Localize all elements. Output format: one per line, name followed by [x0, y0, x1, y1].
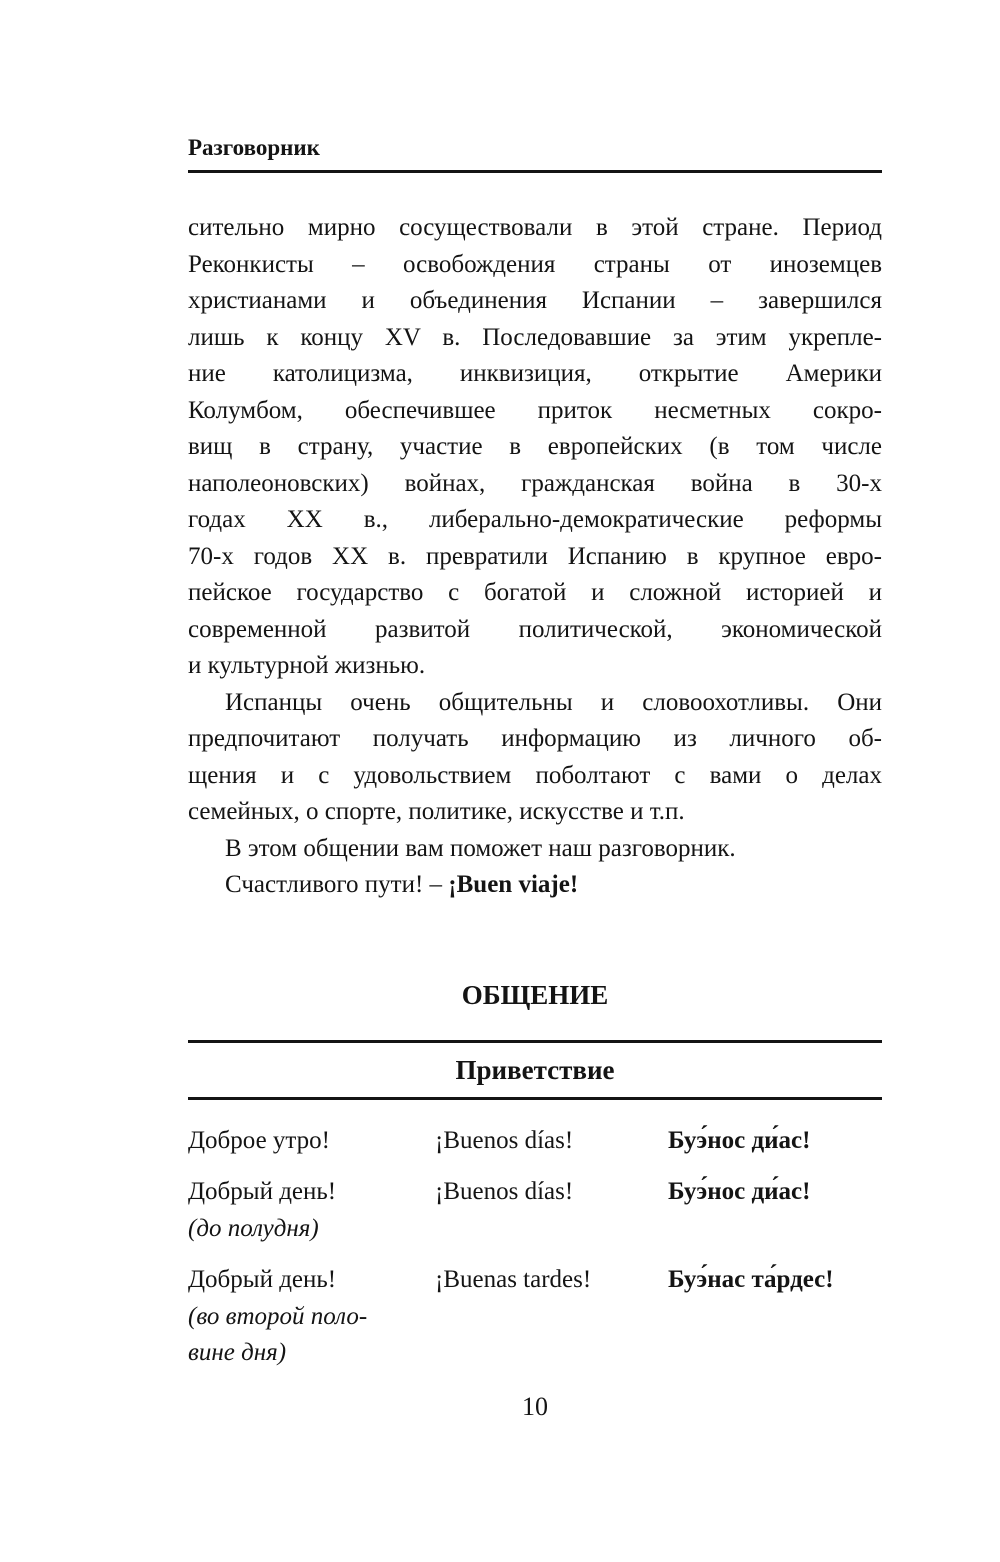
text-line: Колумбом, обеспечившее приток несметных сокро-: [188, 396, 882, 424]
phrase-table: [188, 1123, 882, 1372]
table-row: [188, 1123, 882, 1160]
spanish-phrase-cell: [435, 1262, 668, 1372]
greeting-rule-bottom: [188, 1097, 882, 1100]
greeting-rule-top: [188, 1040, 882, 1043]
farewell-spanish-bold: ¡Buen viaje!: [448, 871, 579, 898]
transcription: Буэ́нос ди́ас!: [668, 1178, 811, 1205]
text-line: щения и с удовольствием поболтают с вами о делах: [188, 761, 882, 789]
spanish-phrase: ¡Buenos días!: [435, 1126, 574, 1154]
table-row: [188, 1174, 882, 1247]
spanish-phrase: ¡Buenos días!: [435, 1178, 574, 1205]
text-line: предпочитают получать информацию из личного об-: [188, 725, 882, 752]
text-line: пейское государство с богатой и сложной историей и: [188, 579, 882, 606]
transcription-cell: [668, 1123, 882, 1160]
spanish-phrase: ¡Buenas tardes!: [435, 1266, 592, 1293]
russian-note: (до полудня): [188, 1214, 319, 1242]
russian-note: вине дня): [188, 1339, 287, 1366]
text-line: Реконкисты – освобождения страны от иноземцев: [188, 250, 882, 278]
section-title: ОБЩЕНИЕ: [461, 979, 609, 1010]
russian-phrase: Добрый день!: [188, 1178, 337, 1205]
table-row: [188, 1262, 882, 1372]
russian-phrase: Доброе утро!: [188, 1126, 330, 1154]
spanish-phrase-cell: [435, 1123, 668, 1160]
farewell-line: [188, 867, 882, 904]
text-line: современной развитой политической, экономической: [188, 615, 882, 643]
page-content: [188, 0, 882, 1424]
intro-paragraph-4: [188, 867, 882, 904]
text-line: В этом общении вам поможет наш разговорник.: [225, 834, 736, 862]
intro-paragraph-2: [188, 685, 882, 831]
text-line: сительно мирно сосуществовали в этой стране. Период: [188, 214, 882, 241]
text-line: и культурной жизнью.: [188, 652, 426, 679]
intro-paragraph-1: [188, 210, 882, 685]
russian-phrase-cell: [188, 1123, 435, 1160]
text-line: христианами и объединения Испании – завершился: [188, 287, 882, 314]
running-head: Разговорник: [188, 136, 882, 173]
transcription-cell: [668, 1262, 882, 1372]
subsection-title: Приветствие: [455, 1054, 615, 1085]
text-line: вищ в страну, участие в европейских (в том числе: [188, 433, 882, 460]
russian-note: (во второй поло-: [188, 1302, 368, 1330]
transcription: Буэ́нос ди́ас!: [668, 1126, 811, 1154]
spanish-phrase-cell: [435, 1174, 668, 1247]
text-line: ние католицизма, инквизиция, открытие Америки: [188, 360, 882, 387]
intro-paragraph-3: [188, 831, 882, 868]
text-line: годах XX в., либерально-демократические реформы: [188, 506, 882, 533]
text-line: семейных, о спорте, политике, искусстве и т.п.: [188, 798, 685, 825]
transcription-cell: [668, 1174, 882, 1247]
transcription: Буэ́нас та́рдес!: [668, 1266, 834, 1293]
farewell-text: Счастливого пути! –: [225, 871, 449, 898]
russian-phrase-cell: [188, 1174, 435, 1247]
text-line: 70-х годов XX в. превратили Испанию в крупное евро-: [188, 542, 882, 570]
page-number: 10: [522, 1391, 548, 1421]
text-line: Испанцы очень общительны и словоохотливы. Они: [225, 688, 882, 716]
text-line: лишь к концу XV в. Последовавшие за этим укрепле-: [188, 323, 882, 351]
russian-phrase-cell: [188, 1262, 435, 1372]
russian-phrase: Добрый день!: [188, 1266, 337, 1293]
text-line: наполеоновских) войнах, гражданская война в 30-х: [188, 469, 882, 497]
